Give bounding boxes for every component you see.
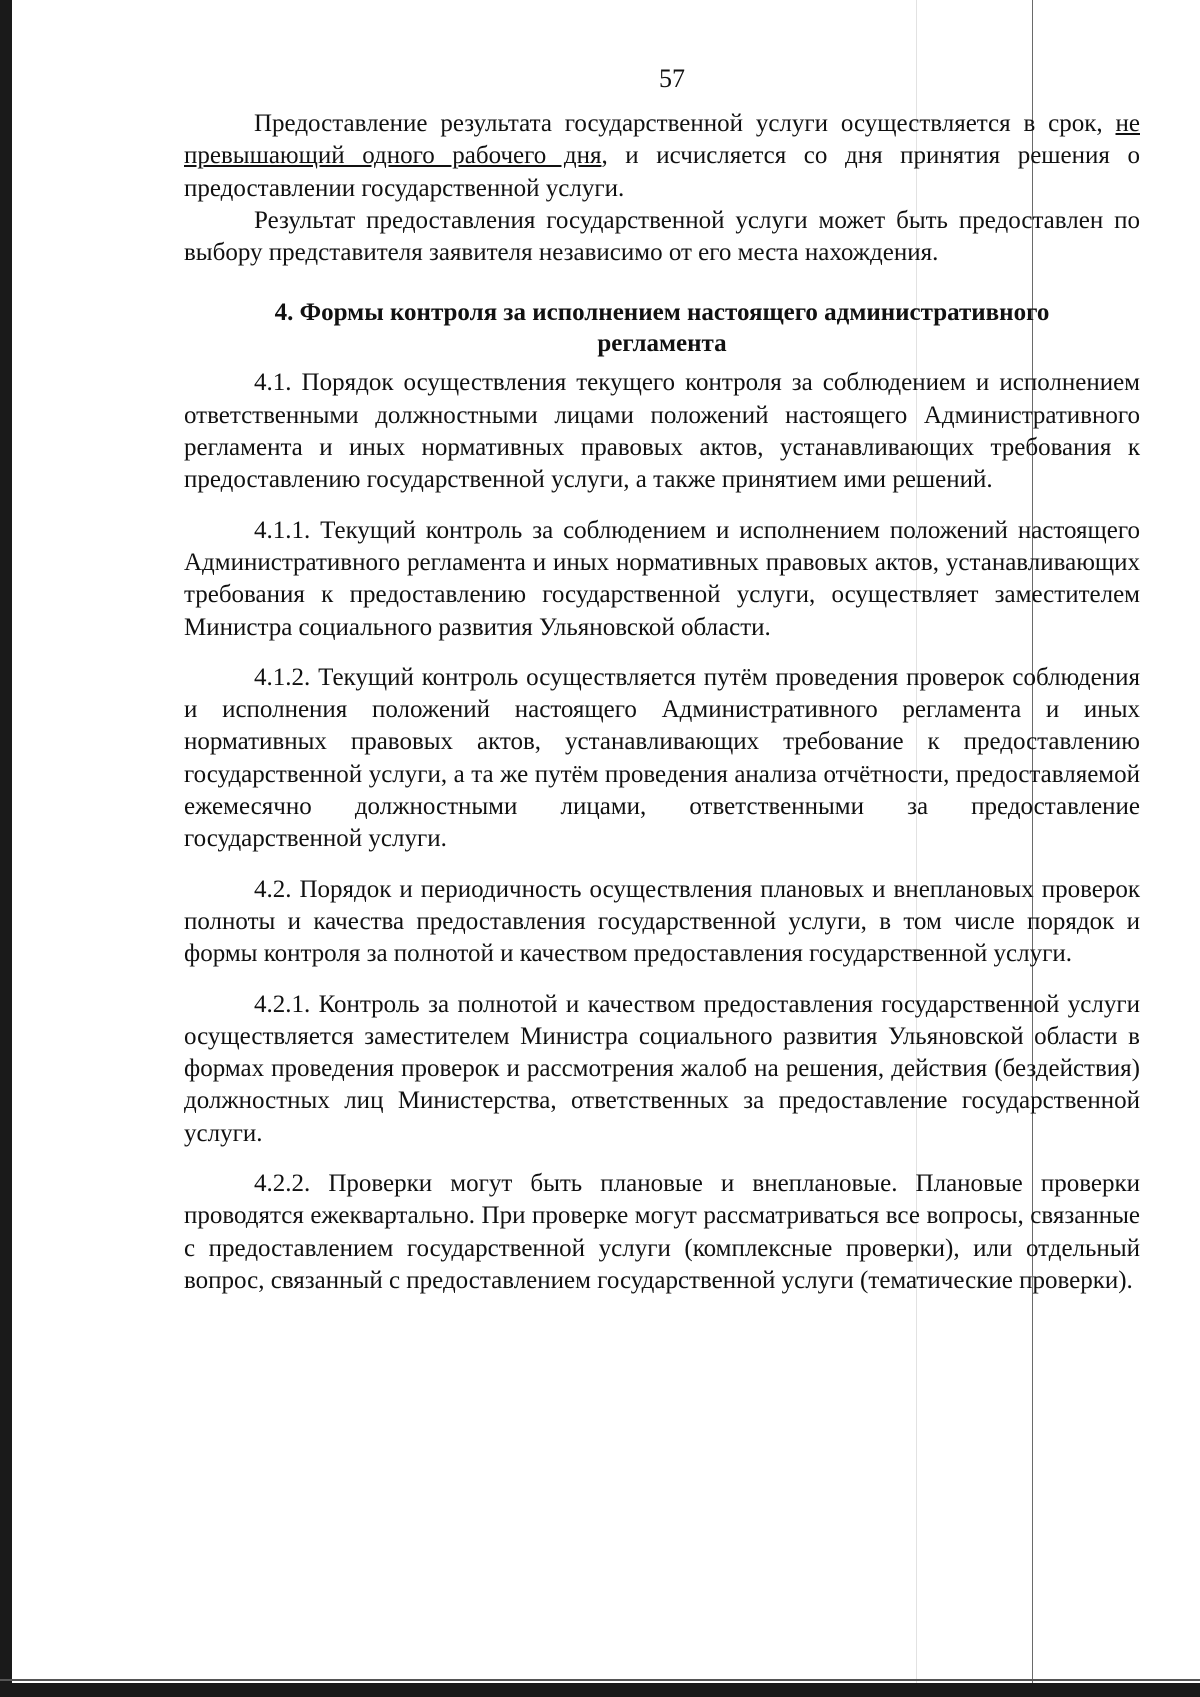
paragraph-4-1-1: 4.1.1. Текущий контроль за соблюдением и исполнением положений настоящего Административного регламента и иных нормативных правовых актов, устанавливающих требования к предоставлению государственной услуги, осуществляет заместителем Министра социального развития Ульяновской области. xyxy=(184,516,1140,641)
section-heading-line-2: регламента xyxy=(597,330,727,358)
underlined-deadline: не превышающий одного рабочего дня xyxy=(184,110,1140,170)
document-page xyxy=(184,62,1140,1297)
paragraph-result-delivery-end: , и исчисляется со дня принятия решения о предоставлении государственной услуги. xyxy=(184,142,1140,202)
paragraph-4-1-2: 4.1.2. Текущий контроль осуществляется путём проведения проверок соблюдения и исполнения положений настоящего Административного регламента и иных нормативных правовых актов, устанавливающих требование к предоставлению государственной услуги, а та же путём проведения анализа отчётности, предоставляемой ежемесячно должностными лицами, ответственными за предоставление государственной услуги. xyxy=(184,663,1140,853)
paragraph-result-location: Результат предоставления государственной услуги может быть предоставлен по выбору представителя заявителя независимо от его места нахождения. xyxy=(184,206,1140,267)
section-heading-line-1: 4. Формы контроля за исполнением настоящего административного xyxy=(274,299,1050,327)
spacer xyxy=(184,856,1140,874)
paragraph-result-delivery xyxy=(184,108,1140,205)
paragraph-result-delivery-start: Предоставление результата государственной услуги осуществляется в срок, xyxy=(254,110,1116,137)
scan-border-left xyxy=(0,0,12,1697)
paragraph-4-2: 4.2. Порядок и периодичность осуществления плановых и внеплановых проверок полноты и качества предоставления государственной услуги, в том числе порядок и формы контроля за полнотой и качеством предоставления государственной услуги. xyxy=(184,875,1140,968)
spacer xyxy=(184,269,1140,297)
spacer xyxy=(184,1150,1140,1168)
spacer xyxy=(184,497,1140,515)
paragraph-4-1: 4.1. Порядок осуществления текущего контроля за соблюдением и исполнением ответственными должностными лицами положений настоящего Административного регламента и иных нормативных правовых актов, устанавливающих требования к предоставлению государственной услуги, а также принятием ими решений. xyxy=(184,369,1140,494)
paragraph-4-2-2: 4.2.2. Проверки могут быть плановые и внеплановые. Плановые проверки проводятся ежеквартально. При проверке могут рассматриваться все вопросы, связанные с предоставлением государственной услуги (комплексные проверки), или отдельный вопрос, связанный с предоставлением государственной услуги (тематические проверки). xyxy=(184,1170,1140,1294)
page-number: 57 xyxy=(659,64,685,93)
spacer xyxy=(184,644,1140,662)
paragraph-4-2-1: 4.2.1. Контроль за полнотой и качеством предоставления государственной услуги осуществляется заместителем Министра социального развития Ульяновской области в формах проведения проверок и рассмотрения жалоб на решения, действия (бездействия) должностных лиц Министерства, ответственных за предоставление государственной услуги. xyxy=(184,990,1140,1147)
spacer xyxy=(184,971,1140,989)
section-heading xyxy=(184,297,1140,359)
scan-border-bottom xyxy=(0,1683,1200,1697)
